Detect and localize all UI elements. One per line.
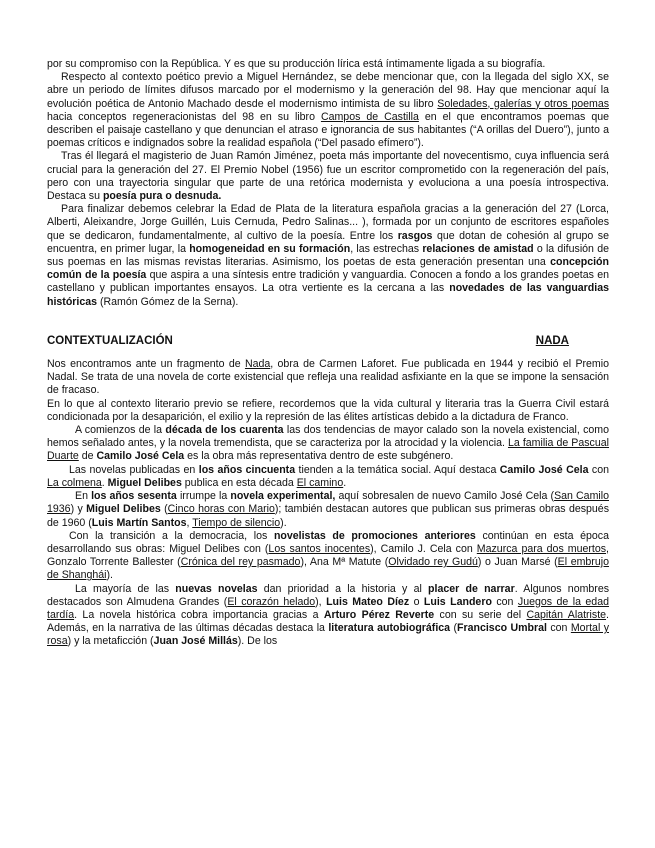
bold-perez-reverte: Arturo Pérez Reverte [323,608,435,621]
text-run: Tras él llegará el magisterio de Juan Ramón Jiménez, poeta más importante del novecentismo, cuya influencia será crucial para la generación del 27. El Premio Nobel (1956) fue un escritor comprometido con la regeneración del país, pero con una trayectoria singular que parte de una retórica modernista y evoluciona a una poesía introspectiva. Destaca su [47,150,609,203]
book-title-mazurca: Mazurca para dos muertos [476,542,607,555]
text-run: ) y [70,503,87,516]
document-page [47,58,609,649]
paragraph-juan-ramon [47,150,609,203]
bold-camilo-jose-cela: Camilo José Cela [499,463,589,476]
bold-rasgos: rasgos [397,229,433,242]
bold-juan-jose-millas: Juan José Millás [153,635,238,648]
text-run: publica en esta década [181,476,297,489]
text-run: ) y la metaficción ( [67,635,154,648]
book-title-juegos-edad: Juegos de la edad tardía [47,595,609,621]
bold-novedades-vanguardias: novedades de las vanguardias históricas [47,282,610,308]
bold-nuevas-novelas: nuevas novelas [175,582,258,595]
paragraph-sesenta [47,490,609,530]
text-run: . [343,476,347,489]
bold-francisco-umbral: Francisco Umbral [457,622,547,635]
text-run: En [75,490,92,503]
book-title-soledades: Soledades, galerías y otros poemas [437,97,610,110]
spacer [47,309,609,335]
paragraph-nada-intro [47,358,609,398]
text-run: , obra de Carmen Laforet. Fue publicada en 1944 y recibió el Premio Nadal. Se trata de una novela de corte existencial que refleja una realidad asfixiante en la que se impone la sensación de fracaso. [47,358,609,397]
book-title-capitan-alatriste: Capitán Alatriste [526,608,607,621]
bold-luis-mateo-diez: Luis Mateo Díez [326,595,410,608]
text-run: con [546,622,571,635]
book-title-olvidado-rey: Olvidado rey Gudú [388,556,478,569]
text-run: , Gonzalo Torrente Ballester ( [47,542,609,569]
book-title-cinco-horas: Cinco horas con Mario [167,503,275,516]
bold-luis-martin-santos: Luis Martín Santos [91,516,187,529]
text-run: La mayoría de las [75,582,176,595]
bold-anos-sesenta: los años sesenta [91,490,177,503]
text-run: con su serie del [434,608,527,621]
text-run: Con la transición a la democracia, los [69,529,274,542]
text-run: Nos encontramos ante un fragmento de [47,358,245,371]
bold-novela-experimental: novela experimental, [230,490,336,503]
paragraph-contexto-poetico [47,71,609,150]
text-run: o [409,595,424,608]
text-run: o la difusión de sus poemas en las mismas revistas literarias. Asimismo, los poetas de esta generación presentan una [47,242,609,269]
text-run: (Ramón Gómez de la Serna). [97,295,239,308]
book-title-campos-de-castilla: Campos de Castilla [320,110,419,123]
text-run: aquí sobresalen de nuevo Camilo José Cela ( [335,490,555,503]
text-run: . La novela histórica cobra importancia gracias a [74,608,324,621]
bold-literatura-autobiografica: literatura autobiográfica [328,622,451,635]
text-run: ). De los [237,635,278,648]
bold-miguel-delibes: Miguel Delibes [107,476,182,489]
heading-nada: NADA [535,334,569,347]
text-run: ); también destacan autores que publican sus primeras obras después de 1960 ( [47,503,609,529]
text-run: que aspira a una síntesis entre tradición y vanguardia. Conocen a fondo a los grandes poetas en castellano y publican importantes ensayos. La otra vertiente es la cercana a las [47,269,609,295]
text-run: ). [106,569,113,582]
paragraph-nuevas-novelas [47,583,609,649]
heading-contextualizacion: CONTEXTUALIZACIÓN [47,334,173,347]
text-run: con [491,595,518,608]
bold-camilo-jose-cela: Camilo José Cela [96,450,185,463]
bold-concepcion-comun: concepción común de la poesía [47,256,609,282]
text-run: ( [160,503,168,516]
bold-miguel-delibes: Miguel Delibes [86,503,161,516]
book-title-la-colmena: La colmena [47,476,102,489]
text-run: , [186,516,193,529]
text-run: con [588,463,609,476]
bold-anos-cincuenta: los años cincuenta [198,463,296,476]
book-title-nada: Nada [244,358,271,371]
text-run: Respecto al contexto poético previo a Miguel Hernández, se debe mencionar que, con la llegada del siglo XX, se abre un periodo de límites difusos marcado por el modernismo y la generación del 98. Hay que mencionar aquí la evolución poética de Antonio Machado desde el modernismo intimista de su libro [47,71,609,110]
book-title-pascual-duarte: La familia de Pascual Duarte [47,437,609,463]
bold-placer-narrar: placer de narrar [428,582,515,595]
book-title-san-camilo: San Camilo 1936 [47,490,609,516]
text-run: tienden a la temática social. Aquí destaca [295,463,500,476]
text-run: es la obra más representativa dentro de este subgénero. [184,450,454,463]
text-run: continúan en esta época desarrollando sus obras: Miguel Delibes con ( [47,529,609,555]
text-run: dan prioridad a la historia y al [257,582,429,595]
paragraph-cincuenta [47,464,609,490]
text-run: . Algunos nombres destacados son Almudena Grandes ( [47,582,610,608]
text-run: ). [280,516,287,529]
bold-poesia-pura: poesía pura o desnuda. [102,190,222,203]
book-title-corazon-helado: El corazón helado [227,595,316,608]
text-run: . [101,476,108,489]
text-run: que dotan de cohesión al grupo se encuentra, en primer lugar, la [47,229,609,255]
text-run: , las estrechas [350,242,423,255]
bold-relaciones-amistad: relaciones de amistad [422,242,534,255]
bold-homogeneidad: homogeneidad en su formación [189,242,351,255]
paragraph-contexto-literario: En lo que al contexto literario previo se refiere, recordemos que la vida cultural y literaria tras la Guerra Civil estará condicionada por la desaparición, el exilio y la represión de las élites artísticas debido a la dictadura de Franco. [47,397,609,423]
bold-decada-cuarenta: década de los cuarenta [165,424,284,437]
text-run: . Además, en la narrativa de las últimas décadas destaca la [47,608,609,635]
text-run: ), Ana Mª Matute ( [300,556,389,569]
text-run: hacia conceptos regeneracionistas del 98 en su libro [47,110,321,123]
book-title-el-camino: El camino [296,476,344,489]
paragraph-transicion [47,530,609,583]
paragraph-cuarenta [47,424,609,464]
text-run: ), Camilo J. Cela con [370,542,477,555]
text-run: ( [450,622,458,635]
text-run: ) o Juan Marsé ( [477,556,558,569]
book-title-santos-inocentes: Los santos inocentes [268,542,371,555]
text-run: las dos tendencias de mayor calado son la novela existencial, como hemos señalado antes, y la novela tremendista, que se caracteriza por la atrocidad y la violencia. [47,424,610,450]
bold-novelistas-promociones: novelistas de promociones anteriores [273,529,476,542]
text-run: ), [315,595,327,608]
text-run: Para finalizar debemos celebrar la Edad de Plata de la literatura española gracias a la generación del 27 (Lorca, Alberti, Aleixandre, Jorge Guillén, Luis Cernuda, Pedro Salinas... ), formada por un conjunto de escritores españoles que se dedicaron, fundamentalmente, al cultivo de la poesía. Entre los [47,203,609,242]
book-title-embrujo: El embrujo de Shanghái [47,556,609,582]
text-run: irrumpe la [176,490,231,503]
text-run: A comienzos de la [75,424,166,437]
section-heading [47,335,609,348]
book-title-tiempo-silencio: Tiempo de silencio [192,516,281,529]
bold-luis-landero: Luis Landero [423,595,492,608]
book-title-mortal-rosa: Mortal y rosa [47,622,609,648]
book-title-cronica-rey: Crónica del rey pasmado [180,556,301,569]
text-run: en el que encontramos poemas que describen el paisaje castellano y que denuncian el atraso e ignorancia de sus habitantes (“A orillas del Duero”), junto a poemas críticos e indignados sobre la realidad española (“Del pasado efímero”). [47,110,610,150]
paragraph-republica: por su compromiso con la República. Y es que su producción lírica está íntimamente ligada a su biografía. [47,58,546,70]
text-run: Las novelas publicadas en [69,463,199,476]
paragraph-generacion-27 [47,203,609,309]
text-run: de [78,450,97,463]
